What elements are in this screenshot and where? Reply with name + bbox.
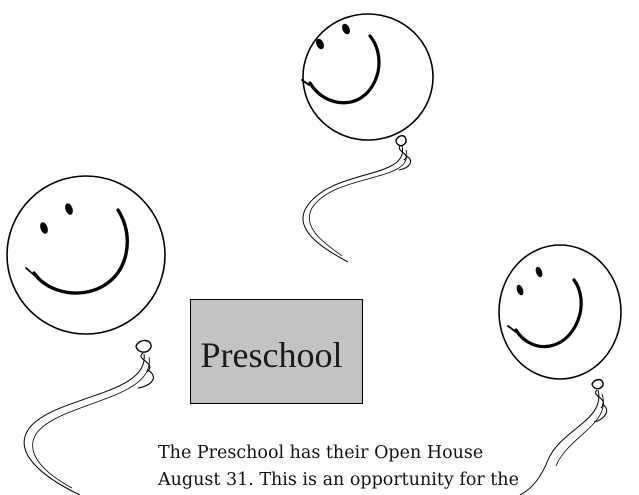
smiley-balloon-icon bbox=[7, 176, 165, 495]
article-line: The Preschool has their Open House bbox=[158, 443, 484, 463]
article-body bbox=[158, 440, 518, 494]
smiley-balloon-icon bbox=[302, 14, 433, 262]
title-box bbox=[190, 299, 363, 404]
page-title: Preschool bbox=[200, 334, 343, 375]
article-line: August 31. This is an opportunity for the bbox=[158, 470, 519, 490]
